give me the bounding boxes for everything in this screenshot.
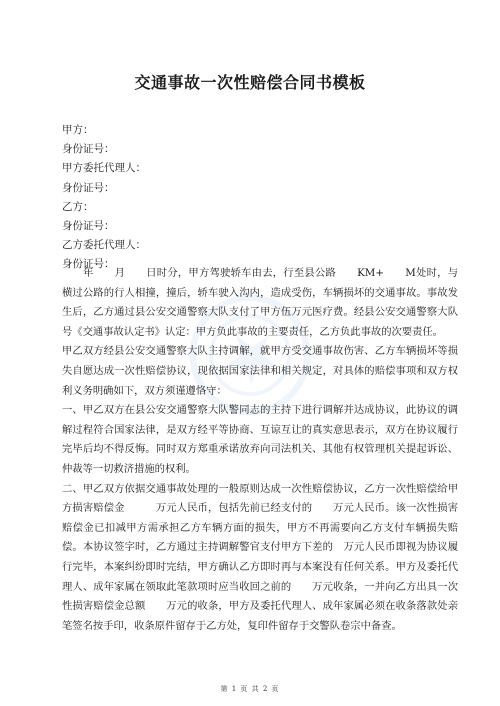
party-b-id-label: 身份证号： (62, 219, 115, 232)
mediation-agreement-paragraph: 甲乙双方经县公安交通警察大队主持调解，就甲方受交通事故伤害、乙方车辆损坏等损失自愿达成一次性赔偿协议，现依据国家法律和相关规定，对具体的赔偿事项和双方权利义务明确如下，双方须谨遵恪守： (62, 345, 458, 397)
party-b-label: 乙方： (62, 200, 94, 213)
party-a-agent-id-label: 身份证号： (62, 181, 115, 194)
party-b-agent-id-label: 身份证号： (62, 258, 115, 271)
accident-description-paragraph: 年 月 日时分，甲方驾驶轿车由去，行至县公路 KM+ M处时，与横过公路的行人相撞，撞后，轿车驶入沟内，造成受伤，车辆损坏的交通事故。事故发生后，乙方通过县公安交通警察大队支付了甲方伍万元医疗费。经县公安交通警察大队号《交通事故认定书》认定：甲方负此事故的主要责任，乙方负此事故的次要责任。 (62, 267, 458, 338)
contract-body (62, 264, 458, 636)
clause-two-paragraph: 二、甲乙双方依据交通事故处理的一般原则达成一次性赔偿协议，乙方一次性赔偿给甲方损害赔偿金 万元人民币，包括先前已经支付的 万元人民币。该一次性损害赔偿金已扣减甲方需承担乙方车辆方面的损失，甲方不再需要向乙方支付车辆损失赔偿。本协议签字时，乙方通过主持调解警官支付甲方下差的 万元人民币即视为协议履行完毕，本案纠纷即时完结，甲方确认乙方即时再与本案没有任何关系。甲方及委托代理人、成年家属在领取此笔款项时应当收回之前的 万元收条，一并向乙方出具一次性损害赔偿金总额 万元的收条，甲方及委托代理人、成年家属必须在收条落款处亲笔签名按手印，收条原件留存于乙方处，复印件留存于交警队卷宗中备查。 (62, 482, 458, 632)
document-title: 交通事故一次性赔偿合同书模板 (134, 73, 366, 92)
party-b-agent-label: 乙方委托代理人： (62, 239, 146, 252)
party-a-id-label: 身份证号： (62, 143, 115, 156)
party-a-agent-label: 甲方委托代理人： (62, 162, 146, 175)
party-a-label: 甲方： (62, 124, 94, 136)
party-fields (62, 121, 462, 275)
clause-one-paragraph: 一、甲乙双方在县公安交通警察大队警同志的主持下进行调解并达成协议，此协议的调解过程符合国家法律，是双方经平等协商、互谅互让的真实意思表示，双方在协议履行完毕后均不得反悔。同时双方郑重承诺放弃向司法机关、其他有权管理机关提起诉讼、仲裁等一切救济措施的权利。 (62, 404, 458, 475)
page-number: 第 1 页 共 2 页 (220, 685, 280, 693)
